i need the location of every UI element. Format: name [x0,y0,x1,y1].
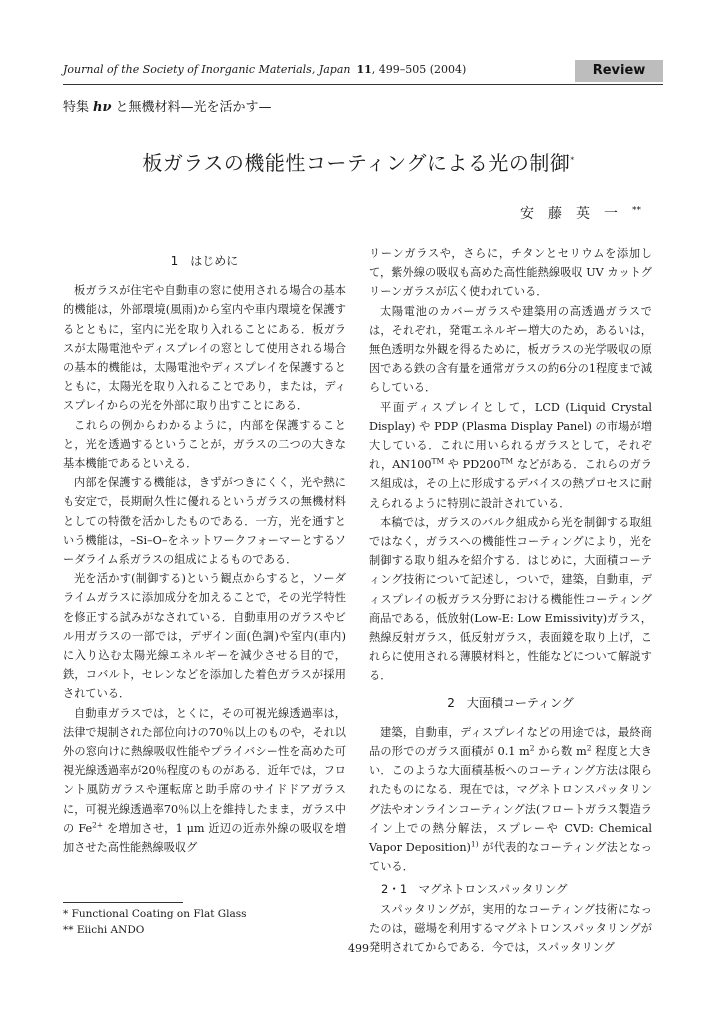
journal-name: Journal of the Society of Inorganic Materials, Japan [63,63,351,76]
trademark-mark: TM [431,456,445,466]
paragraph: 本稿では，ガラスのバルク組成から光を制御する取組ではなく，ガラスへの機能性コーティングにより，光を制御する取り組みを紹介する．はじめに，大面積コーティング技術について記述し，ついで，建築，自動車，ディスプレイの板ガラス分野における機能性コーティング商品である，低放射(Low-E: Low Emissivity)ガラス，熱線反射ガラス，低反射ガラス，表面鏡を取り上げ，これらに使用される薄膜材料と，性能などについて解説する． [369,515,652,683]
author-footnote-mark: ** [632,205,641,216]
left-column [63,244,346,857]
title-text: 板ガラスの機能性コーティングによる光の制御 [142,151,571,175]
text-run: や PD200 [444,458,501,472]
text-run: を増加させ，1 μm 近辺の近赤外線の吸収を増加させた高性能熱線吸収グ [63,821,346,855]
special-prefix: 特集 [63,100,90,115]
text-run: 平面ディスプレイとして，LCD (Liquid Crystal Display) や PDP (Plasma Display Panel) の市場が増大している．これに用いられるガラスとして，それぞれ，AN100 [369,400,652,472]
special-issue-label [63,96,272,115]
footnote: * Functional Coating on Flat Glass [63,908,247,920]
paragraph: 光を活かす(制御する)という観点からすると，ソーダライムガラスに添加成分を加えることで，その光学特性を修正する試みがなされている．自動車用のガラスやビル用ガラスの一部では，デザイン面(色調)や室内(車内)に入り込む太陽光線エネルギーを減少させる目的で，鉄，コバルト，セレンなどを添加した着色ガラスが採用されている． [63,572,346,701]
paragraph [369,398,652,513]
running-header [63,60,663,85]
title-footnote-mark: * [570,155,575,165]
section-heading-1: 1 はじめに [170,254,239,268]
superscript: 2 [529,743,535,753]
hv-symbol: hν [93,100,112,115]
paragraph: リーンガラスや，さらに，チタンとセリウムを添加して，紫外線の吸収も高めた高性能熱線吸収 UV カットグリーンガラスが広く使われている． [369,247,652,299]
page-number: 499 [348,942,369,955]
subsection-heading-2-1: 2・1 マグネトロンスパッタリング [381,881,568,896]
paragraph [63,704,346,858]
volume-number: 11 [356,63,372,76]
footnote: ** Eiichi ANDO [63,924,145,936]
text-run: が代表的なコーティング法となっている． [369,841,652,874]
journal-citation [63,63,466,76]
section-heading-2: 2 大面積コーティング [447,695,574,710]
citation-ref: 1) [470,839,479,849]
author-text: 安藤英一 [520,206,632,222]
article-title [0,147,717,176]
paragraph [369,723,652,877]
text-run: などがある．これらのガラス組成は，その上に形成するデバイスの熱プロセスに耐えられるように特別に設計されている． [369,458,652,510]
review-badge: Review [575,60,663,82]
paragraph: 内部を保護する機能は，きずがつきにくく，光や熱にも安定で，長期耐久性に優れるというガラスの無機材料としての特徴を活かしたものである．一方，光を通すという機能は，–Si–O–をネットワークフォーマーとするソーダライム系ガラスの組成によるものである． [63,476,346,567]
superscript: 2+ [92,820,104,830]
text-run: から数 m [534,745,587,759]
superscript: 2 [586,743,592,753]
trademark-mark: TM [500,456,514,466]
right-column [369,244,652,957]
footnotes [63,906,247,938]
volume-info [356,63,466,76]
text-run: 自動車ガラスでは，とくに，その可視光線透過率は，法律で規制された部位向けの70％以上のものや，それ以外の窓向けに熱線吸収性能やプライバシー性を高めた可視光線透過率が20％程度のものがある．近年では，フロント風防ガラスや運転席と助手席のサイドドアガラスに，可視光線透過率70％以上を維持したまま，ガラス中の Fe [63,706,346,835]
special-rest: と無機材料—光を活かす— [115,100,272,115]
paragraph: これらの例からわかるように，内部を保護することと，光を透過するということが，ガラスの二つの大きな基本機能であるといえる． [63,418,346,471]
text-run: 程度と大きい．このような大面積基板へのコーティング方法は限られたものになる．現在では，マグネトロンスパッタリング法やオンラインコーティング法(フロートガラス製造ライン上での熱分解法，スプレーや CVD: Chemical Vapor Deposition) [369,745,652,855]
pages-year: , 499–505 (2004) [371,63,467,76]
footnote-rule [63,902,183,903]
text-run: 建築，自動車，ディスプレイなどの用途では，最終商品の形でのガラス面積が 0.1 m [369,725,652,759]
paragraph: 板ガラスが住宅や自動車の窓に使用される場合の基本的機能は，外部環境(風雨)から室内や車内環境を保護するとともに，室内に光を取り入れることにある．板ガラスが太陽電池やディスプレイの窓として使用される場合の基本的機能は，太陽電池やディスプレイを保護するとともに，太陽光を取り入れることであり，または，ディスプレイからの光を外部に取り出すことにある． [63,284,346,413]
author-name [520,203,641,223]
paragraph: 太陽電池のカバーガラスや建築用の高透過ガラスでは，それぞれ，発電エネルギー増大のため，あるいは，無色透明な外観を得るために，板ガラスの光学吸収の原因である鉄の含有量を通常ガラスの約6分の1程度まで減らしている． [369,304,652,395]
paragraph: スパッタリングが，実用的なコーティング技術になったのは，磁場を利用するマグネトロンスパッタリングが発明されてからである．今では，スパッタリング [369,902,652,955]
